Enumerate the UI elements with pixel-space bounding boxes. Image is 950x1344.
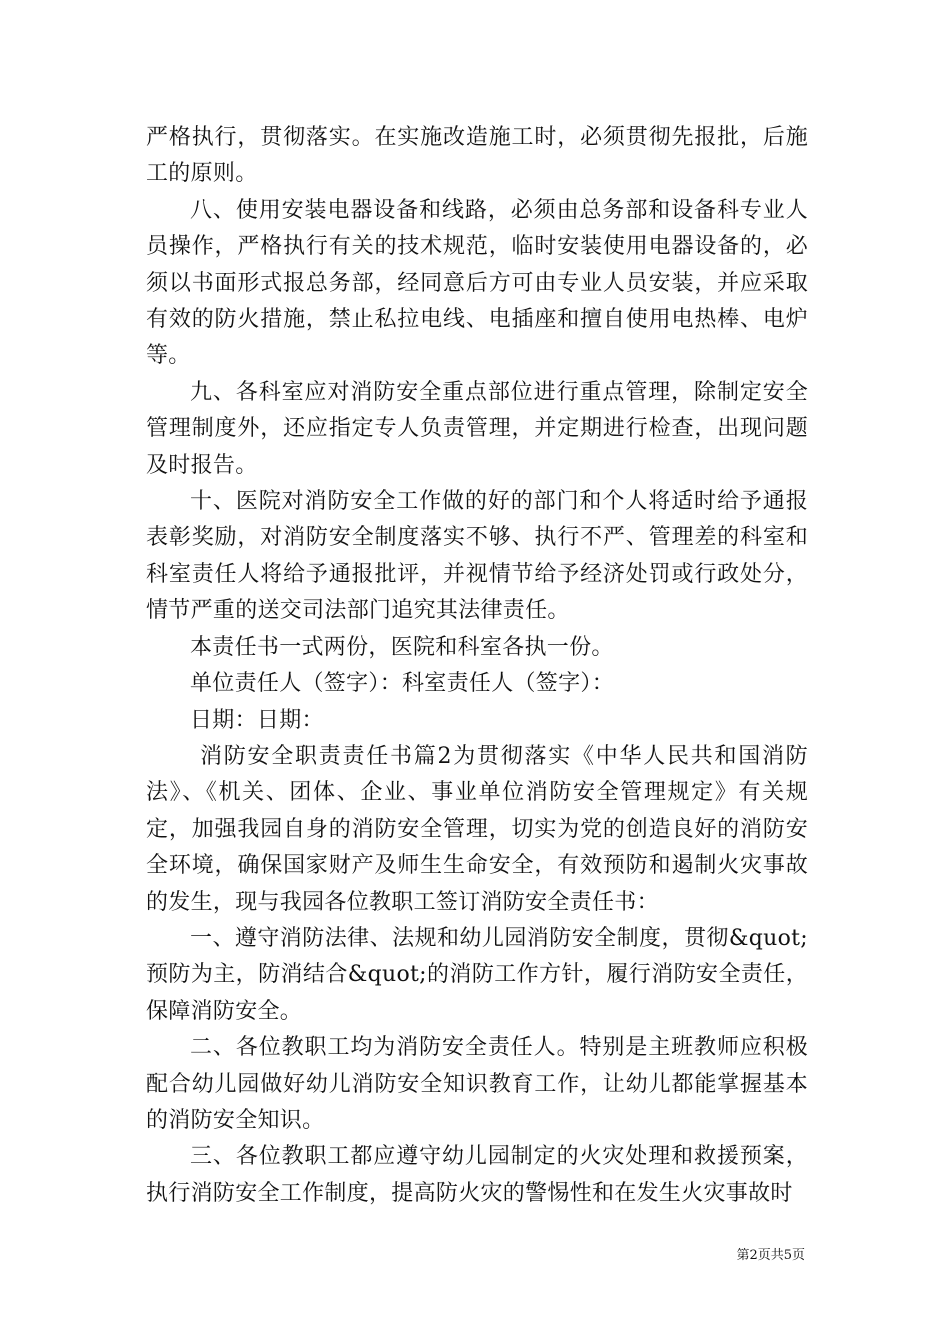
paragraph-item-9: 九、各科室应对消防安全重点部位进行重点管理，除制定安全管理制度外，还应指定专人负责管理，并定期进行检查，出现问题及时报告。 — [146, 379, 808, 478]
paragraph-item-8: 八、使用安装电器设备和线路，必须由总务部和设备科专业人员操作，严格执行有关的技术规范，临时安装使用电器设备的，必须以书面形式报总务部，经同意后方可由专业人员安装，并应采取有效的防火措施，禁止私拉电线、电插座和擅自使用电热棒、电炉等。 — [146, 197, 808, 369]
paragraph-clause-1: 一、遵守消防法律、法规和幼儿园消防安全制度，贯彻&quot;预防为主，防消结合&quot;的消防工作方针，履行消防安全责任，保障消防安全。 — [146, 925, 808, 1024]
paragraph-copies-note: 本责任书一式两份，医院和科室各执一份。 — [190, 634, 614, 660]
paragraph-clause-3: 三、各位教职工都应遵守幼儿园制定的火灾处理和救援预案，执行消防安全工作制度，提高防火灾的警惕性和在发生火灾事故时 — [146, 1144, 808, 1206]
paragraph-clause-2: 二、各位教职工均为消防安全责任人。特别是主班教师应积极配合幼儿园做好幼儿消防安全知识教育工作，让幼儿都能掌握基本的消防安全知识。 — [146, 1035, 808, 1133]
paragraph-document-2-intro: 消防安全职责责任书篇2为贯彻落实《中华人民共和国消防法》、《机关、团体、企业、事业单位消防安全管理规定》有关规定，加强我园自身的消防安全管理，切实为党的创造良好的消防安全环境，确保国家财产及师生生命安全，有效预防和遏制火灾事故的发生，现与我园各位教职工签订消防安全责任书： — [146, 743, 808, 915]
page-number-footer: 第2页共5页 — [736, 1248, 805, 1263]
document-body — [146, 120, 808, 1212]
paragraph-signatures: 单位责任人（签字）：科室责任人（签字）： — [190, 671, 615, 697]
paragraph-item-10: 十、医院对消防安全工作做的好的部门和个人将适时给予通报表彰奖励，对消防安全制度落实不够、执行不严、管理差的科室和科室责任人将给予通报批评，并视情节给予经济处罚或行政处分，情节严重的送交司法部门追究其法律责任。 — [146, 489, 808, 624]
paragraph-continuation: 严格执行，贯彻落实。在实施改造施工时，必须贯彻先报批，后施工的原则。 — [146, 125, 808, 187]
paragraph-dates: 日期：日期： — [190, 707, 324, 733]
